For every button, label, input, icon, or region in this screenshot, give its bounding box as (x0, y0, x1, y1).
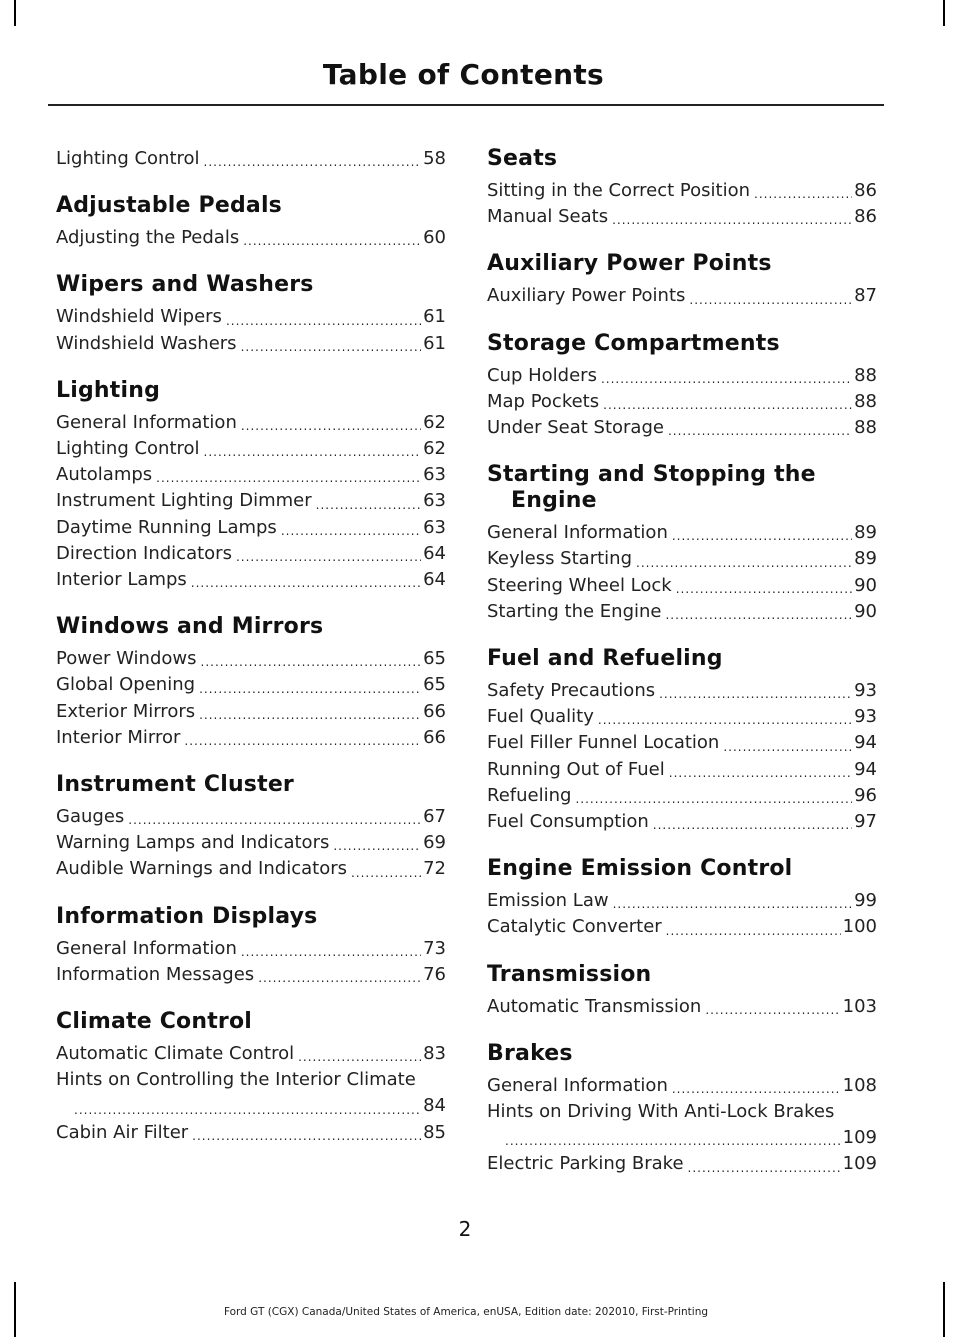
toc-left-column (56, 146, 446, 1167)
toc-section (56, 378, 446, 593)
toc-entry[interactable] (56, 331, 446, 357)
dot-leader (298, 1047, 421, 1067)
toc-section (56, 904, 446, 988)
toc-entry-page: 86 (854, 180, 877, 201)
toc-entry-title: General Information (487, 522, 668, 544)
dot-leader (636, 553, 852, 573)
dot-leader (669, 763, 852, 783)
toc-entry-page: 90 (854, 600, 877, 622)
dot-leader (184, 731, 421, 751)
crop-mark-bottom-right (943, 1282, 945, 1337)
toc-section-heading[interactable]: Instrument Cluster (56, 772, 294, 798)
toc-entry[interactable] (56, 541, 446, 567)
toc-entry-page: 88 (854, 417, 877, 439)
crop-mark-bottom-left (14, 1282, 16, 1337)
title-divider (48, 104, 884, 106)
toc-entry[interactable] (487, 178, 877, 204)
toc-entry-title: Map Pockets (487, 390, 600, 412)
toc-heading-line2: Engine (511, 488, 597, 514)
toc-entry-title: Fuel Filler Funnel Location (487, 732, 720, 754)
dot-leader (74, 1100, 421, 1120)
toc-entry[interactable] (56, 304, 446, 330)
toc-entry-page: 58 (423, 148, 446, 169)
toc-section (56, 193, 446, 251)
toc-section (487, 856, 877, 940)
dot-leader (241, 942, 421, 962)
toc-entry[interactable] (56, 567, 446, 593)
dot-leader (668, 421, 852, 441)
toc-entry[interactable] (487, 1151, 877, 1177)
crop-mark-top-right (943, 0, 945, 26)
toc-entry-page: 62 (423, 411, 446, 433)
dot-leader (659, 684, 852, 704)
toc-section-heading[interactable]: Adjustable Pedals (56, 193, 282, 219)
toc-entry[interactable] (56, 646, 446, 672)
toc-entry[interactable] (56, 856, 446, 882)
toc-entry-title: Interior Lamps (56, 569, 187, 591)
toc-entry-title: General Information (56, 411, 237, 433)
toc-section (56, 1009, 446, 1146)
toc-entry-page: 90 (854, 574, 877, 596)
footer-edition-text: Ford GT (CGX) Canada/United States of America, enUSA, Edition date: 202010, First-Printing (223, 1306, 709, 1318)
toc-entry-page: 88 (854, 390, 877, 412)
dot-leader (351, 863, 421, 883)
dot-leader (191, 573, 421, 593)
toc-section (56, 146, 446, 172)
toc-entry-title: Interior Mirror (56, 726, 181, 748)
toc-entry[interactable] (487, 783, 877, 809)
dot-leader (201, 652, 422, 672)
toc-entry[interactable] (56, 436, 446, 462)
toc-entry-title: Automatic Transmission (487, 995, 702, 1017)
toc-section-heading[interactable]: Engine Emission Control (487, 856, 793, 882)
toc-entry-page: 108 (842, 1074, 877, 1096)
dot-leader (665, 605, 852, 625)
toc-entry[interactable] (487, 757, 877, 783)
dot-leader (156, 468, 421, 488)
toc-entry-page: 61 (423, 306, 446, 328)
toc-entry-page: 93 (854, 680, 877, 702)
toc-entry-title: Exterior Mirrors (56, 700, 196, 722)
toc-entry[interactable] (56, 410, 446, 436)
toc-entry-page: 65 (423, 674, 446, 696)
toc-section-heading[interactable]: Windows and Mirrors (56, 614, 324, 640)
toc-entry-page: 97 (854, 811, 877, 833)
toc-entry[interactable] (487, 415, 877, 441)
toc-section (487, 962, 877, 1020)
toc-entry-page: 63 (423, 490, 446, 512)
toc-entry-page: 63 (423, 464, 446, 486)
toc-section-heading[interactable]: Climate Control (56, 1009, 253, 1035)
toc-entry[interactable] (487, 283, 877, 309)
toc-section-heading[interactable]: Lighting (56, 377, 161, 403)
toc-entry[interactable] (56, 515, 446, 541)
toc-entry-page: 93 (854, 706, 877, 728)
toc-entry-page: 85 (423, 1121, 446, 1143)
toc-entry-title: Auxiliary Power Points (487, 285, 686, 307)
toc-entry[interactable] (56, 962, 446, 988)
toc-entry[interactable] (487, 730, 877, 756)
dot-leader (192, 1126, 421, 1146)
dot-leader (723, 737, 852, 757)
toc-section (56, 614, 446, 751)
toc-entry[interactable] (487, 914, 877, 940)
dot-leader (575, 789, 852, 809)
toc-entry-page: 62 (423, 438, 446, 460)
toc-section (487, 146, 877, 230)
toc-entry-title: Daytime Running Lamps (56, 516, 277, 538)
toc-entry-page: 103 (842, 995, 877, 1017)
toc-entry[interactable] (487, 809, 877, 835)
toc-entry-page: 88 (854, 364, 877, 386)
toc-section-heading[interactable]: Wipers and Washers (56, 272, 314, 298)
toc-entry-page: 64 (423, 542, 446, 564)
dot-leader (603, 395, 852, 415)
toc-entry-title: Keyless Starting (487, 548, 632, 570)
dot-leader (316, 495, 421, 515)
toc-entry[interactable] (487, 678, 877, 704)
toc-entry-page: 84 (423, 1095, 446, 1117)
toc-entry[interactable] (487, 1073, 877, 1099)
toc-entry-title: Automatic Climate Control (56, 1043, 295, 1065)
toc-section (487, 251, 877, 309)
toc-entry-title: Lighting Control (56, 148, 200, 169)
toc-section-heading[interactable]: Seats (487, 146, 558, 171)
toc-entry-page: 109 (842, 1153, 877, 1175)
dot-leader (204, 152, 422, 172)
toc-entry-page: 64 (423, 569, 446, 591)
toc-entry-title: Electric Parking Brake (487, 1153, 684, 1175)
toc-entry-page: 61 (423, 332, 446, 354)
toc-entry-title: Catalytic Converter (487, 916, 662, 938)
dot-leader (128, 810, 421, 830)
dot-leader (281, 521, 421, 541)
toc-right-column (487, 146, 877, 1199)
toc-entry-page: 69 (423, 832, 446, 854)
toc-entry-title: Gauges (56, 806, 125, 828)
toc-entry-page: 66 (423, 726, 446, 748)
dot-leader (653, 815, 852, 835)
toc-entry-title: Fuel Quality (487, 706, 594, 728)
toc-entry-title: Audible Warnings and Indicators (56, 858, 347, 880)
toc-entry-title: Lighting Control (56, 438, 200, 460)
toc-section (487, 1041, 877, 1178)
toc-entry[interactable] (487, 573, 877, 599)
toc-entry-page: 65 (423, 648, 446, 670)
toc-entry-title: Direction Indicators (56, 542, 232, 564)
dot-leader (199, 679, 421, 699)
dot-leader (226, 311, 421, 331)
toc-entry[interactable] (56, 488, 446, 514)
toc-entry-page: 99 (854, 890, 877, 912)
toc-entry[interactable] (56, 1067, 446, 1119)
toc-entry-page: 72 (423, 858, 446, 880)
dot-leader (666, 921, 841, 941)
toc-entry-title: Windshield Wipers (56, 306, 222, 328)
toc-entry[interactable] (487, 888, 877, 914)
toc-entry-leader-line (487, 1125, 877, 1151)
toc-entry-title: Adjusting the Pedals (56, 227, 240, 249)
dot-leader (204, 442, 422, 462)
toc-entry-page: 96 (854, 784, 877, 806)
dot-leader (598, 710, 852, 730)
toc-entry[interactable] (487, 520, 877, 546)
toc-section (56, 772, 446, 883)
toc-entry-title: Instrument Lighting Dimmer (56, 490, 312, 512)
toc-section-heading[interactable]: Brakes (487, 1040, 573, 1066)
dot-leader (613, 894, 853, 914)
toc-entry-title: General Information (487, 1074, 668, 1096)
dot-leader (601, 369, 852, 389)
toc-section (487, 646, 877, 835)
toc-entry-title: Hints on Driving With Anti-Lock Brakes (487, 1101, 835, 1123)
toc-entry-title: Starting the Engine (487, 600, 662, 622)
toc-entry-title: Cup Holders (487, 364, 597, 386)
toc-entry-page: 63 (423, 516, 446, 538)
toc-entry-title: Steering Wheel Lock (487, 574, 672, 596)
toc-entry[interactable] (487, 204, 877, 230)
toc-entry-title: Information Messages (56, 963, 255, 985)
dot-leader (688, 1158, 841, 1178)
toc-entry-title: Sitting in the Correct Position (487, 180, 750, 201)
dot-leader (333, 836, 421, 856)
dot-leader (199, 705, 421, 725)
toc-entry-page: 89 (854, 548, 877, 570)
dot-leader (676, 579, 852, 599)
toc-entry-leader-line (56, 1093, 446, 1119)
dot-leader (754, 184, 852, 204)
toc-entry[interactable] (56, 804, 446, 830)
toc-heading-line1: Starting and Stopping the (487, 462, 816, 488)
toc-entry[interactable] (56, 1041, 446, 1067)
toc-entry-page: 86 (854, 206, 877, 228)
dot-leader (505, 1131, 841, 1151)
toc-entry[interactable] (56, 462, 446, 488)
dot-leader (241, 337, 422, 357)
toc-entry-page: 89 (854, 522, 877, 544)
toc-entry-title: Global Opening (56, 674, 196, 696)
dot-leader (236, 547, 421, 567)
toc-entry-page: 100 (842, 916, 877, 938)
toc-entry[interactable] (56, 225, 446, 251)
dot-leader (672, 526, 852, 546)
toc-entry-title: Hints on Controlling the Interior Climate (56, 1069, 416, 1091)
toc-entry-page: 60 (423, 227, 446, 249)
toc-entry-title: Emission Law (487, 890, 609, 912)
toc-entry[interactable] (487, 363, 877, 389)
toc-entry-title: Power Windows (56, 648, 197, 670)
toc-entry[interactable] (487, 704, 877, 730)
toc-section (487, 462, 877, 625)
toc-entry-page: 109 (842, 1127, 877, 1149)
toc-entry-title: General Information (56, 937, 237, 959)
dot-leader (705, 1000, 840, 1020)
toc-entry[interactable] (56, 146, 446, 172)
toc-entry-title: Fuel Consumption (487, 811, 649, 833)
toc-entry-page: 87 (854, 285, 877, 307)
toc-entry[interactable] (56, 672, 446, 698)
toc-entry-page: 94 (854, 732, 877, 754)
toc-entry-title: Under Seat Storage (487, 417, 664, 439)
toc-section (487, 331, 877, 442)
toc-section-heading[interactable]: Fuel and Refueling (487, 646, 723, 672)
toc-entry[interactable] (487, 994, 877, 1020)
toc-entry[interactable] (56, 1120, 446, 1146)
toc-section-heading[interactable]: Transmission (487, 961, 652, 987)
toc-entry-title: Manual Seats (487, 206, 609, 228)
toc-entry-title: Warning Lamps and Indicators (56, 832, 330, 854)
toc-entry[interactable] (56, 830, 446, 856)
toc-section-heading[interactable]: Information Displays (56, 903, 318, 929)
toc-entry-title: Autolamps (56, 464, 153, 486)
page-title: Table of Contents (322, 58, 604, 91)
page-number: 2 (458, 1217, 472, 1241)
crop-mark-top-left (14, 0, 16, 26)
toc-section (56, 272, 446, 356)
toc-section-heading[interactable]: Auxiliary Power Points (487, 251, 772, 277)
toc-entry[interactable] (56, 725, 446, 751)
dot-leader (258, 968, 421, 988)
toc-entry-title: Running Out of Fuel (487, 758, 665, 780)
toc-entry-page: 76 (423, 963, 446, 985)
dot-leader (243, 231, 421, 251)
toc-section-heading[interactable] (487, 462, 877, 514)
toc-entry-page: 83 (423, 1043, 446, 1065)
toc-entry-title: Cabin Air Filter (56, 1121, 189, 1143)
toc-entry[interactable] (487, 546, 877, 572)
toc-entry-page: 67 (423, 806, 446, 828)
dot-leader (612, 210, 852, 230)
dot-leader (241, 416, 421, 436)
toc-entry[interactable] (487, 1099, 877, 1151)
toc-entry-page: 94 (854, 758, 877, 780)
toc-entry[interactable] (56, 699, 446, 725)
toc-entry-title: Refueling (487, 784, 572, 806)
dot-leader (672, 1079, 841, 1099)
toc-entry-title: Safety Precautions (487, 680, 656, 702)
toc-entry[interactable] (487, 389, 877, 415)
toc-section-heading[interactable]: Storage Compartments (487, 330, 780, 356)
toc-entry-page: 73 (423, 937, 446, 959)
toc-entry[interactable] (487, 599, 877, 625)
toc-entry[interactable] (56, 936, 446, 962)
toc-entry-title: Windshield Washers (56, 332, 237, 354)
dot-leader (689, 290, 852, 310)
toc-entry-page: 66 (423, 700, 446, 722)
